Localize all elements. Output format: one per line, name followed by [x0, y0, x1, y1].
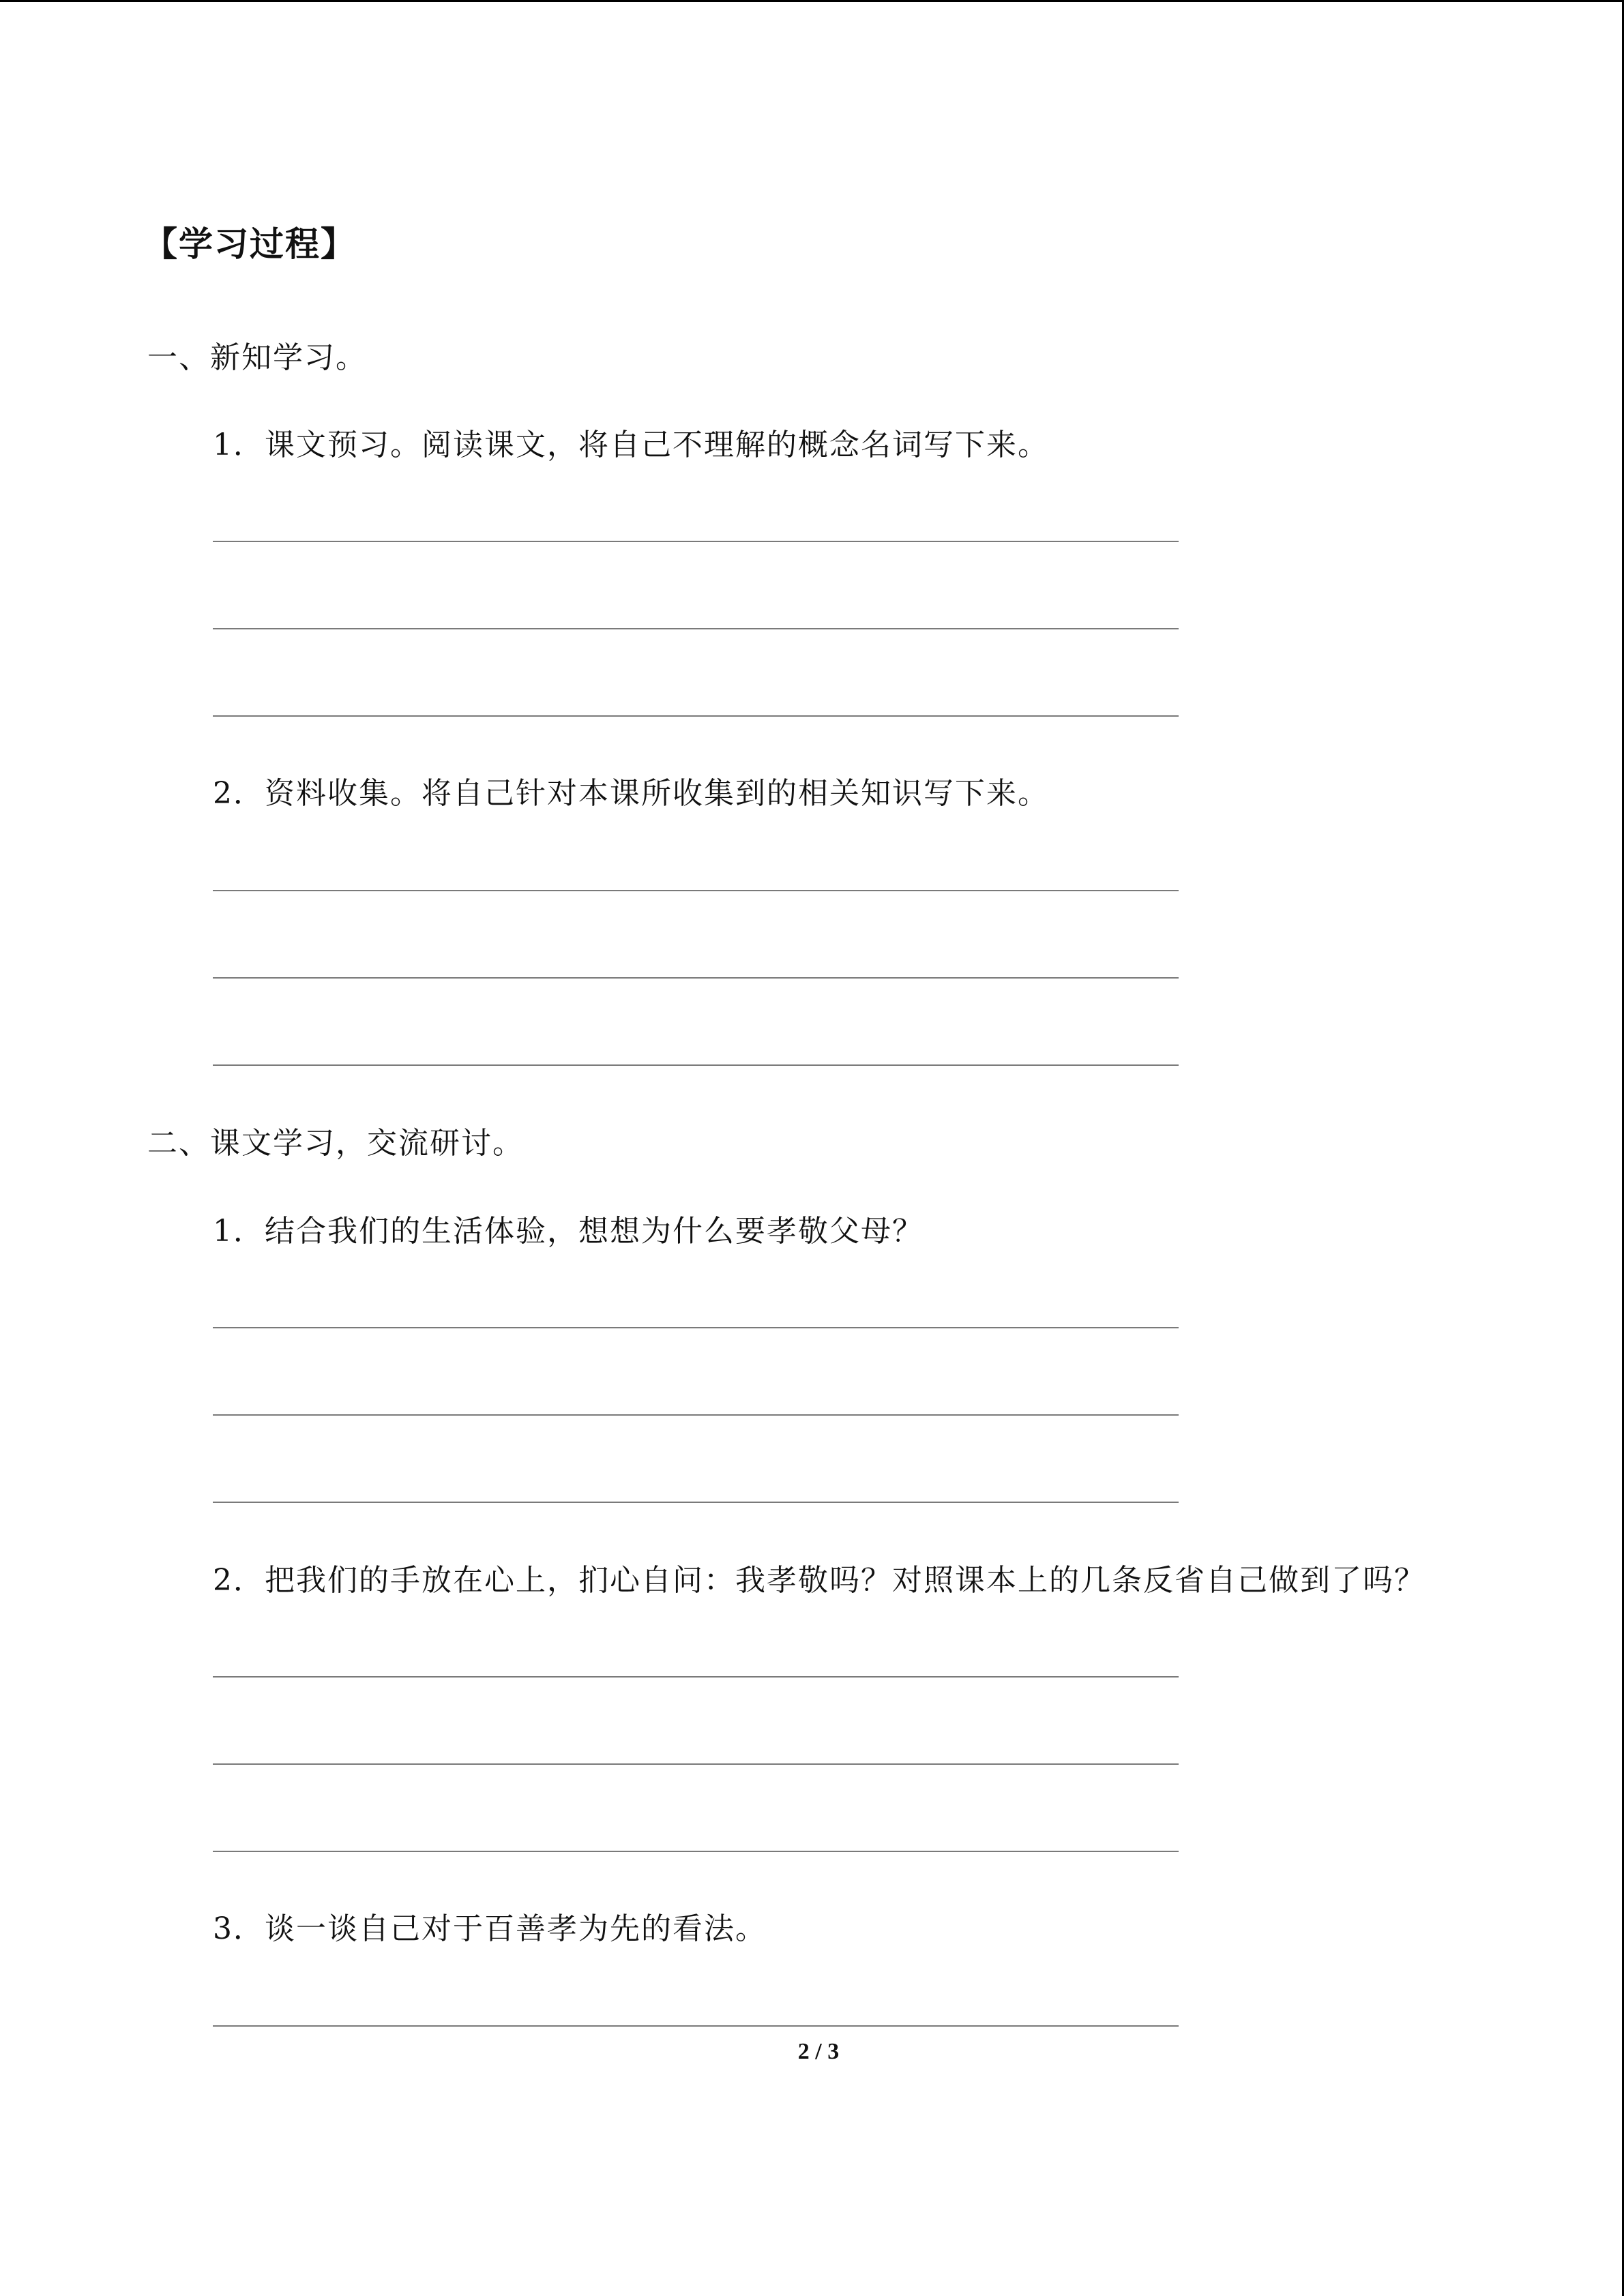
answer-line[interactable] — [213, 1851, 1179, 1852]
answer-line[interactable] — [213, 1763, 1179, 1765]
answer-line[interactable] — [213, 1327, 1179, 1328]
question-2-3: 3．谈一谈自己对于百善孝为先的看法。 — [213, 1911, 767, 1946]
answer-line[interactable] — [213, 715, 1179, 717]
section-title-1: 一、新知学习。 — [147, 340, 367, 375]
answer-line[interactable] — [213, 628, 1179, 629]
page-number: 2 / 3 — [797, 2039, 840, 2064]
answer-line[interactable] — [213, 977, 1179, 979]
answer-line[interactable] — [213, 1414, 1179, 1416]
question-2-1: 1．结合我们的生活体验，想想为什么要孝敬父母？ — [213, 1214, 924, 1249]
answer-line[interactable] — [213, 890, 1179, 891]
answer-line[interactable] — [213, 1676, 1179, 1678]
page-heading: 【学习过程】 — [143, 224, 356, 264]
question-1-2: 2．资料收集。将自己针对本课所收集到的相关知识写下来。 — [213, 776, 1049, 811]
answer-line[interactable] — [213, 1502, 1179, 1503]
section-title-2: 二、课文学习，交流研讨。 — [147, 1126, 524, 1161]
answer-line[interactable] — [213, 541, 1179, 542]
answer-line[interactable] — [213, 1064, 1179, 1066]
page-top-border — [0, 0, 1624, 2]
answer-line[interactable] — [213, 2025, 1179, 2027]
question-2-2: 2．把我们的手放在心上，扪心自问：我孝敬吗？对照课本上的几条反省自己做到了吗？ — [213, 1563, 1426, 1598]
question-1-1: 1．课文预习。阅读课文，将自己不理解的概念名词写下来。 — [213, 428, 1049, 462]
